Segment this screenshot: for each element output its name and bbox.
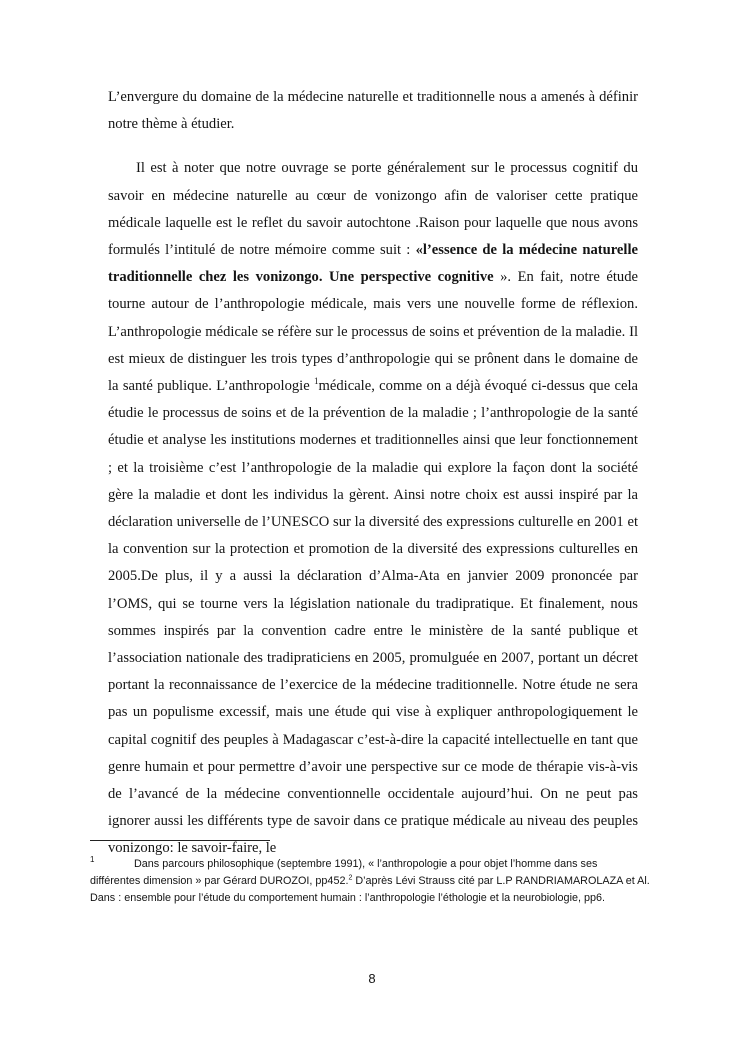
footnote-separator <box>90 840 270 841</box>
paragraph-intro: L’envergure du domaine de la médecine naturelle et traditionnelle nous a amenés à définir notre thème à étudier. <box>108 89 638 133</box>
paragraph-main-text-3: médicale, comme on a déjà évoqué ci-dessus que cela étudie le processus de soins et de la prévention de la maladie ; l’anthropologie de la santé étudie et analyse les institutions modernes et traditionnelles ainsi que leur fonctionnement ; et la troisième c’est l’anthropologie de la maladie qui explore la façon dont la société gère la maladie et dont les individus la gèrent. Ainsi notre choix est aussi inspiré par la déclaration universelle de l’UNESCO sur la diversité des expressions culturelle en 2001 et la convention sur la protection et promotion de la diversité des expressions culturelles en 2005.De plus, il y a aussi la déclaration d’Alma-Ata en janvier 2009 prononcée par l’OMS, qui se tourne vers la législation nationale du tradipratique. Et finalement, nous sommes inspirés par la convention cadre entre le ministère de la santé publique et l’association nationale des tradipraticiens en 2005, promulguée en 2007, portant un décret portant la reconnaissance de l’exercice de la médecine traditionnelle. Notre étude ne sera pas un populisme excessif, mais une étude qui vise à expliquer anthropologiquement le capital cognitif des peuples à Madagascar c’est-à-dire la capacité intellectuelle en tant que genre humain et pour permettre d’avoir une perspective sur ce mode de thérapie vis-à-vis de l’avancé de la médecine conventionnelle occidentale aujourd’hui. On ne peut pas ignorer aussi les différents type de savoir dans ce pratique médicale au niveau des peuples vonizongo: le savoir-faire, le <box>108 378 638 857</box>
document-body <box>108 84 638 863</box>
paragraph-main-text-2: ». En fait, notre étude tourne autour de l’anthropologie médicale, mais vers une nouvelle forme de réflexion. L’anthropologie médicale se réfère sur le processus de soins et prévention de la maladie. Il est mieux de distinguer les trois types d’anthropologie qui se prônent dans le domaine de la santé publique. L’anthropologie <box>108 269 638 395</box>
paragraph-main <box>108 155 638 862</box>
footnote-text-1: Dans parcours philosophique (septembre 1991), « l’anthropologie a pour objet l’homme dans ses différentes dimension » par Gérard DUROZOI, pp452. <box>90 858 598 887</box>
footnote: 1 Dans parcours philosophique (septembre 1991), « l’anthropologie a pour objet l’homme dans ses différentes dimension » par Gérard DUROZOI, pp452.$^2$ D’après Lévi Strauss cité par L.P RANDRIAMAROLAZA et Al. Dans : ensemble pour l’étude du comportement humain : l’anthropologie l’éthologie et la neurobiologie, pp6. <box>90 855 650 904</box>
page-number: 8 <box>368 971 376 986</box>
footnote-reference[interactable]: 1 <box>314 376 319 387</box>
paragraph-main-text-1: Il est à noter que notre ouvrage se porte généralement sur le processus cognitif du savoir en médecine naturelle au cœur de vonizongo afin de valoriser cette pratique médicale laquelle est le reflet du savoir autochtone .Raison pour laquelle que nous avons formulés l’intitulé de notre mémoire comme suit : <box>108 160 638 259</box>
footnote-text-2: D’après Lévi Strauss cité par L.P RANDRIAMAROLAZA et Al. Dans : ensemble pour l’étude du comportement humain : l’anthropologie l’éthologie et la neurobiologie, pp6. <box>90 875 650 904</box>
thesis-title: «l’essence de la médecine naturelle traditionnelle chez les vonizongo. Une perspective cognitive <box>108 242 638 286</box>
footnote-marker-2: 2 <box>348 874 353 882</box>
